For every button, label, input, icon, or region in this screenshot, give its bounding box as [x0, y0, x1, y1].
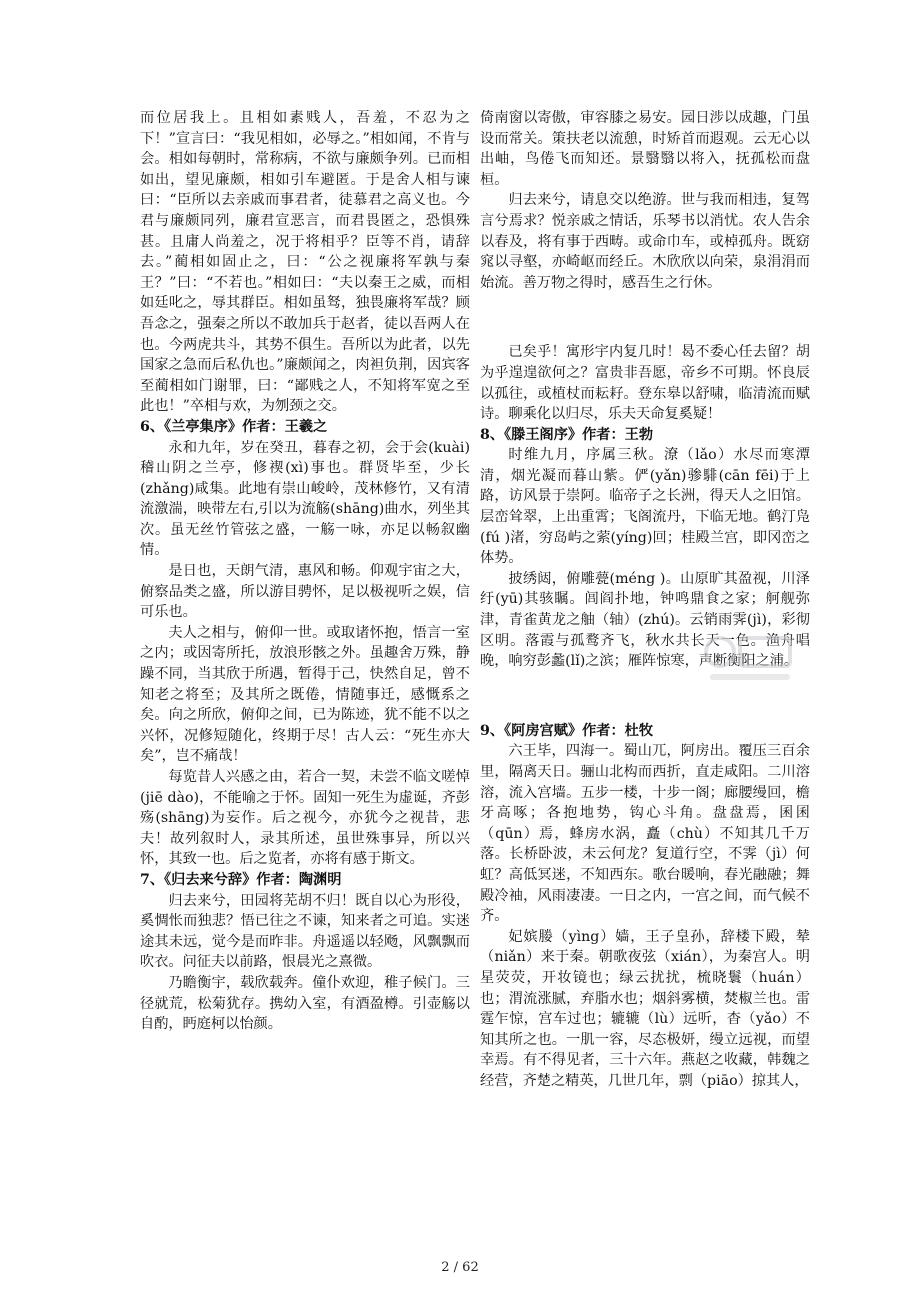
paragraph: 夫人之相与，俯仰一世。或取诸怀抱，悟言一室之内；或因寄所托，放浪形骸之外。虽趣舍万殊，静躁不同，当其欣于所遇，暂得于己，快然自足，曾不知老之将至；及其所之既倦，情随事迁，感慨系之矣。向之所欣，俯仰之间，已为陈迹，犹不能不以之兴怀，况修短随化，终期于尽！古人云：“死生亦大矣”，岂不痛哉！: [140, 624, 470, 765]
paragraph: 而位居我上。且相如素贱人，吾羞，不忍为之下！”宣言曰：“我见相如，必辱之。”相如闻，不肯与会。相如每朝时，常称病，不欲与廉颇争列。已而相如出，望见廉颇，相如引车避匿。于是舍人相与谏曰：“臣所以去亲戚而事君者，徒慕君之高义也。今君与廉颇同列，廉君宣恶言，而君畏匿之，恐惧殊甚。且庸人尚羞之，况于将相乎？臣等不肖，请辞去。”蔺相如固止之，曰：“公之视廉将军孰与秦王？”曰：“不若也。”相如曰：“夫以秦王之威，而相如廷叱之，辱其群臣。相如虽驽，独畏廉将军哉？顾吾念之，强秦之所以不敢加兵于赵者，徒以吾两人在也。今两虎共斗，其势不俱生。吾所以为此者，以先国家之急而后私仇也。”廉颇闻之，肉袒负荆，因宾客至蔺相如门谢罪，曰：“鄙贱之人，不知将军宽之至此也！”卒相与欢，为刎颈之交。: [140, 110, 470, 415]
paragraph: 妃嫔媵（yìng）嫱，王子皇孙，辞楼下殿，辇（niǎn）来于秦。朝歌夜弦（xián），为秦宫人。明星荧荧，开妆镜也；绿云扰扰，梳晓鬟（huán）也；渭流涨腻，弃脂水也；烟斜雾横，焚椒兰也。雷霆乍惊，宫车过也；辘辘（lù）远听，杳（yǎo）不知其所之也。一肌一容，尽态极妍，缦立远视，而望幸焉。有不得见者，三十六年。燕赵之收藏，韩魏之经营，齐楚之精英，几世几年，剽（piāo）掠其人，: [480, 928, 810, 1089]
left-column: [140, 108, 470, 1035]
paragraph: 是日也，天朗气清，惠风和畅。仰观宇宙之大，俯察品类之盛，所以游目骋怀，足以极视听之娱，信可乐也。: [140, 563, 470, 621]
paragraph: 永和九年，岁在癸丑，暮春之初，会于会(kuài)稽山阴之兰亭，修禊(xì)事也。群贤毕至，少长(zhǎng)咸集。此地有崇山峻岭，茂林修竹，又有清流激湍，映带左右,引以为流觞(shāng)曲水，列坐其次。虽无丝竹管弦之盛，一觞一咏，亦足以畅叙幽情。: [140, 439, 470, 559]
right-column: [480, 108, 810, 1091]
paragraph: 归去来兮，田园将芜胡不归！既自以心为形役，奚惆怅而独悲？悟已往之不谏，知来者之可追。实迷途其未远，觉今是而昨非。舟遥遥以轻飏，风飘飘而吹衣。问征夫以前路，恨晨光之熹微。: [140, 892, 470, 971]
paragraph: 披绣闼，俯雕甍(méng )。山原旷其盈视，川泽纡(yū)其骇瞩。闾阎扑地，钟鸣鼎食之家；舸舰弥津，青雀黄龙之舳（轴）(zhú)。云销雨霁(jì)，彩彻区明。落霞与孤鹜齐飞，秋水共长天一色。渔舟唱晚，响穷彭蠡(lǐ)之滨；雁阵惊寒，声断衡阳之浦。: [480, 570, 810, 670]
paragraph-gap: [480, 686, 810, 707]
paragraph: 倚南窗以寄傲，审容膝之易安。园日涉以成趣，门虽设而常关。策扶老以流憩，时矫首而遐观。云无心以出岫，鸟倦飞而知还。景翳翳以将入，抚孤松而盘桓。: [480, 110, 810, 188]
paragraph: 时维九月，序属三秋。潦（lǎo）水尽而寒潭清，烟光凝而暮山紫。俨(yǎn)骖騑(cān fēi)于上路，访风景于崇阿。临帝子之长洲，得天人之旧馆。层峦耸翠，上出重霄；飞阁流丹，下临无地。鹤汀凫(fú )渚，穷岛屿之萦(yíng)回；桂殿兰宫，即冈峦之体势。: [480, 447, 810, 567]
paragraph: 乃瞻衡宇，载欣载奔。僮仆欢迎，稚子候门。三径就荒，松菊犹存。携幼入室，有酒盈樽。引壶觞以自酌，眄庭柯以怡颜。: [140, 974, 470, 1033]
paragraph-gap: [480, 308, 810, 329]
watermark-logo-icon: [700, 628, 800, 688]
page-number: 2 / 62: [441, 1260, 479, 1275]
paragraph: 归去来兮，请息交以绝游。世与我而相违，复驾言兮焉求？悦亲戚之情话，乐琴书以消忧。农人告余以春及，将有事于西畴。或命巾车，或棹孤舟。既窈窕以寻壑，亦崎岖而经丘。木欣欣以向荣，泉涓涓而始流。善万物之得时，感吾生之行休。: [480, 192, 810, 291]
paragraph: 已矣乎！寓形宇内复几时！曷不委心任去留？胡为乎遑遑欲何之？富贵非吾愿，帝乡不可期。怀良辰以孤往，或植杖而耘耔。登东皋以舒啸，临清流而赋诗。聊乘化以归尽，乐夫天命复奚疑！: [480, 344, 810, 423]
paragraph: 每览昔人兴感之由，若合一契，未尝不临文嗟悼(jiē dào)，不能喻之于怀。固知一死生为虚诞，齐彭殇(shāng)为妄作。后之视今，亦犹今之视昔，悲夫！故列叙时人，录其所述，虽世殊事异，所以兴怀，其致一也。后之览者，亦将有感于斯文。: [140, 769, 470, 868]
section-heading: 6、《兰亭集序》作者：王羲之: [140, 418, 328, 435]
section-heading: 9、《阿房宫赋》作者：杜牧: [480, 722, 654, 739]
paragraph: 六王毕，四海一。蜀山兀，阿房出。覆压三百余里，隔离天日。骊山北构而西折，直走咸阳。二川溶溶，流入宫墙。五步一楼，十步一阁；廊腰缦回，檐牙高啄；各抱地势，钩心斗角。盘盘焉，囷囷（qūn）焉，蜂房水涡，矗（chù）不知其几千万落。长桥卧波，未云何龙？复道行空，不霁（jì）何虹？高低冥迷，不知西东。歌台暖响，春光融融；舞殿冷袖，风雨凄凄。一日之内，一宫之间，而气候不齐。: [480, 743, 810, 925]
section-heading: 8、《滕王阁序》作者：王勃: [480, 426, 654, 443]
section-heading: 7、《归去来兮辞》作者：陶渊明: [140, 871, 342, 888]
